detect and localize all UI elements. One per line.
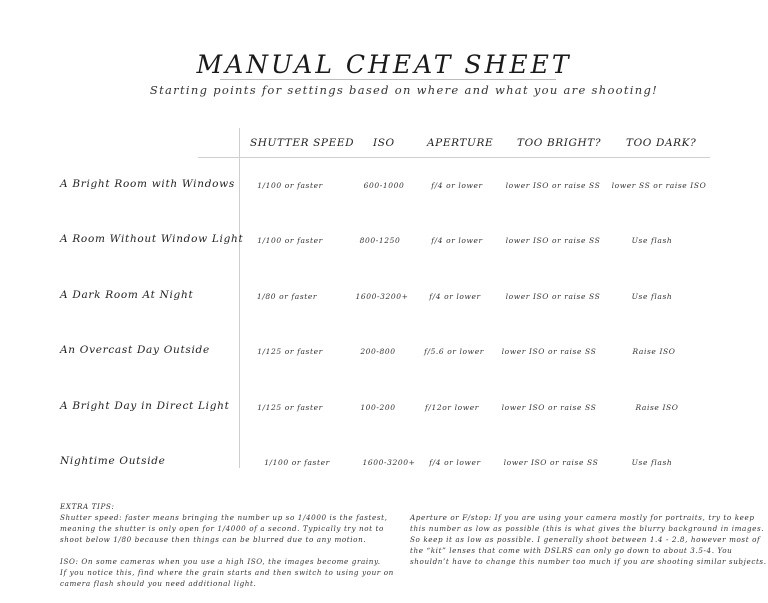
tips-line: EXTRA TIPS: — [60, 502, 115, 511]
column-header-aperture: APERTURE — [427, 137, 494, 149]
table-cell: 800-1250 — [359, 236, 401, 245]
table-cell: f/12or lower — [425, 403, 479, 412]
row-label: Nightime Outside — [60, 455, 166, 467]
row-label: A Room Without Window Light — [60, 233, 244, 245]
table-cell: f/4 or lower — [431, 236, 483, 245]
table-cell: 1/80 or faster — [256, 292, 318, 301]
table-cell: 1600-3200+ — [355, 292, 409, 301]
table-cell: lower ISO or raise SS — [501, 347, 597, 356]
page-subtitle: Starting points for settings based on where and what you are shooting! — [149, 83, 659, 97]
table-cell: Use flash — [631, 292, 673, 301]
extra-tips-left — [60, 501, 394, 589]
table-cell: 600-1000 — [363, 181, 405, 190]
tips-line: the “kit” lenses that come with DSLRS can only go down to about 3.5-4. You — [410, 546, 733, 555]
tips-line — [60, 545, 394, 556]
table-cell: lower ISO or raise SS — [505, 181, 601, 190]
tips-line: shoot below 1/80 because then things can be blurred due to any motion. — [60, 535, 367, 544]
table-cell: f/4 or lower — [429, 458, 481, 467]
tips-line: shouldn’t have to change this number too much if you are shooting similar subjects. — [410, 557, 767, 566]
aperture-tips-right — [410, 512, 767, 567]
tips-line: ISO: On some cameras when you use a high ISO, the images become grainy. — [60, 557, 381, 566]
table-cell: Use flash — [631, 458, 673, 467]
row-label: A Bright Day in Direct Light — [60, 400, 230, 412]
table-cell: Raise ISO — [635, 403, 679, 412]
column-header-shutter-speed: SHUTTER SPEED — [250, 137, 355, 149]
table-cell: lower ISO or raise SS — [501, 403, 597, 412]
column-header-iso: ISO — [373, 137, 395, 149]
table-cell: 1/100 or faster — [264, 458, 330, 467]
table-cell: f/5.6 or lower — [424, 347, 484, 356]
table-cell: lower ISO or raise SS — [505, 236, 601, 245]
row-label: A Dark Room At Night — [60, 289, 194, 301]
tips-line: Aperture or F/stop: If you are using your camera mostly for portraits, try to keep — [410, 513, 755, 522]
table-cell: lower ISO or raise SS — [503, 458, 599, 467]
table-cell: Use flash — [631, 236, 673, 245]
page-title: MANUAL CHEAT SHEET — [196, 50, 572, 79]
table-cell: f/4 or lower — [429, 292, 481, 301]
tips-line: If you notice this, find where the grain starts and then switch to using your on — [60, 568, 394, 577]
title-divider — [220, 79, 556, 80]
tips-line: this number as low as possible (this is what gives the blurry background in images. — [410, 524, 765, 533]
column-header-too-bright: TOO BRIGHT? — [517, 137, 602, 149]
table-cell: 1/100 or faster — [257, 181, 323, 190]
row-label: A Bright Room with Windows — [60, 178, 235, 190]
tips-line: So keep it as low as possible. I generally shoot between 1.4 - 2.8, however most of — [410, 535, 761, 544]
table-cell: 200-800 — [360, 347, 396, 356]
table-header-divider — [198, 157, 710, 158]
tips-line: meaning the shutter is only open for 1/4000 of a second. Typically try not to — [60, 524, 384, 533]
table-cell: 1/125 or faster — [257, 403, 323, 412]
tips-line: Shutter speed: faster means bringing the number up so 1/4000 is the fastest, — [60, 513, 388, 522]
table-cell: 1600-3200+ — [362, 458, 416, 467]
column-header-too-dark: TOO DARK? — [626, 137, 697, 149]
table-cell: lower SS or raise ISO — [611, 181, 707, 190]
table-cell: 1/100 or faster — [257, 236, 323, 245]
table-cell: f/4 or lower — [431, 181, 483, 190]
table-cell: Raise ISO — [632, 347, 676, 356]
table-cell: 1/125 or faster — [257, 347, 323, 356]
row-label: An Overcast Day Outside — [60, 344, 210, 356]
table-cell: lower ISO or raise SS — [505, 292, 601, 301]
tips-line: camera flash should you need additional light. — [60, 579, 257, 588]
table-cell: 100-200 — [360, 403, 396, 412]
